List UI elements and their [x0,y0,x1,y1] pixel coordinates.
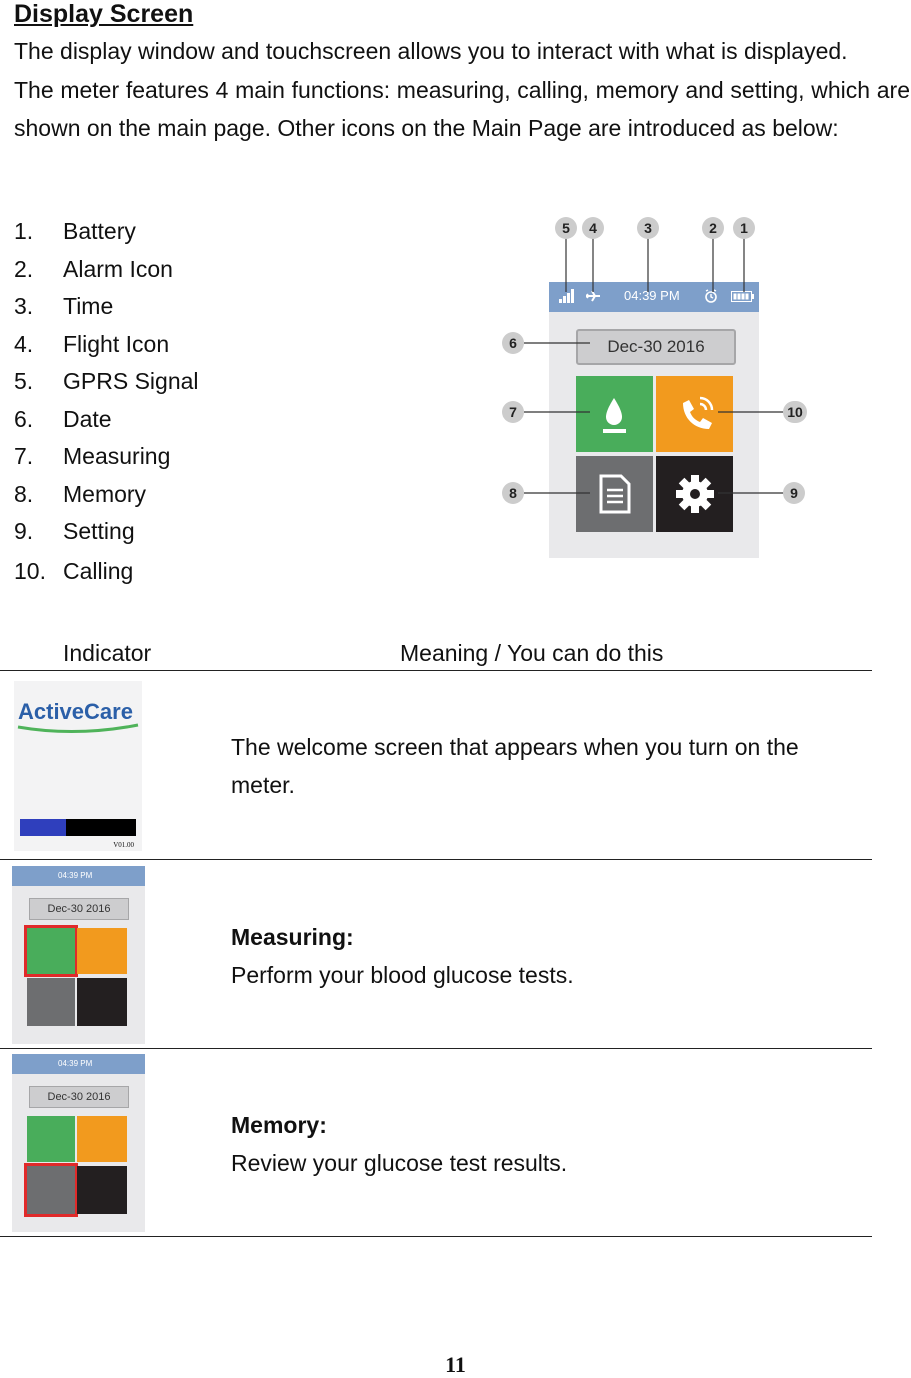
intro-paragraph-2: The meter features 4 main functions: measuring, calling, memory and setting, which are shown on the main page. Other icons on the Main Page are introduced as below: [14,76,910,141]
thumb-measuring-tile [27,1116,75,1162]
table-rule [0,859,872,860]
progress-bar-fill [20,819,66,836]
memory-description: Memory: Review your glucose test results. [231,1112,568,1176]
column-header-meaning: Meaning / You can do this [400,640,664,666]
measuring-thumbnail [12,866,145,1044]
thumb-measuring-tile [27,928,75,974]
table-rule [0,1236,872,1237]
table-rule [0,670,872,671]
logo-swoosh-icon [16,723,141,735]
callout-5: 5 [555,217,577,239]
thumb-date: Dec-30 2016 [29,1086,129,1108]
callout-8: 8 [502,482,524,504]
date-display: Dec-30 2016 [576,329,736,365]
callout-6: 6 [502,332,524,354]
welcome-description: The welcome screen that appears when you turn on the meter. [231,734,799,798]
table-rule [0,1048,872,1049]
callout-10: 10 [783,401,807,423]
thumb-memory-tile [27,1166,75,1214]
page-number: 11 [445,1352,466,1377]
column-header-indicator: Indicator [63,640,152,666]
version-label: V01.00 [113,841,134,849]
thumb-setting-tile [77,1166,127,1214]
intro-paragraph-1: The display window and touchscreen allows you to interact with what is displayed. [14,38,848,64]
callout-1: 1 [733,217,755,239]
activecare-logo: ActiveCare [18,699,133,725]
callout-4: 4 [582,217,604,239]
progress-bar-track [20,819,136,836]
callout-9: 9 [783,482,805,504]
thumb-calling-tile [77,1116,127,1162]
thumb-status-bar: 04:39 PM [12,1054,145,1074]
status-time: 04:39 PM [624,288,680,303]
section-heading: Display Screen [14,0,194,28]
thumb-setting-tile [77,978,127,1026]
thumb-status-bar: 04:39 PM [12,866,145,886]
thumb-calling-tile [77,928,127,974]
callout-2: 2 [702,217,724,239]
callout-lines [0,0,911,600]
measuring-description: Measuring: Perform your blood glucose tests. [231,924,574,988]
thumb-date: Dec-30 2016 [29,898,129,920]
callout-3: 3 [637,217,659,239]
thumb-memory-tile [27,978,75,1026]
welcome-screen-thumbnail [14,681,142,851]
memory-thumbnail [12,1054,145,1232]
callout-7: 7 [502,401,524,423]
